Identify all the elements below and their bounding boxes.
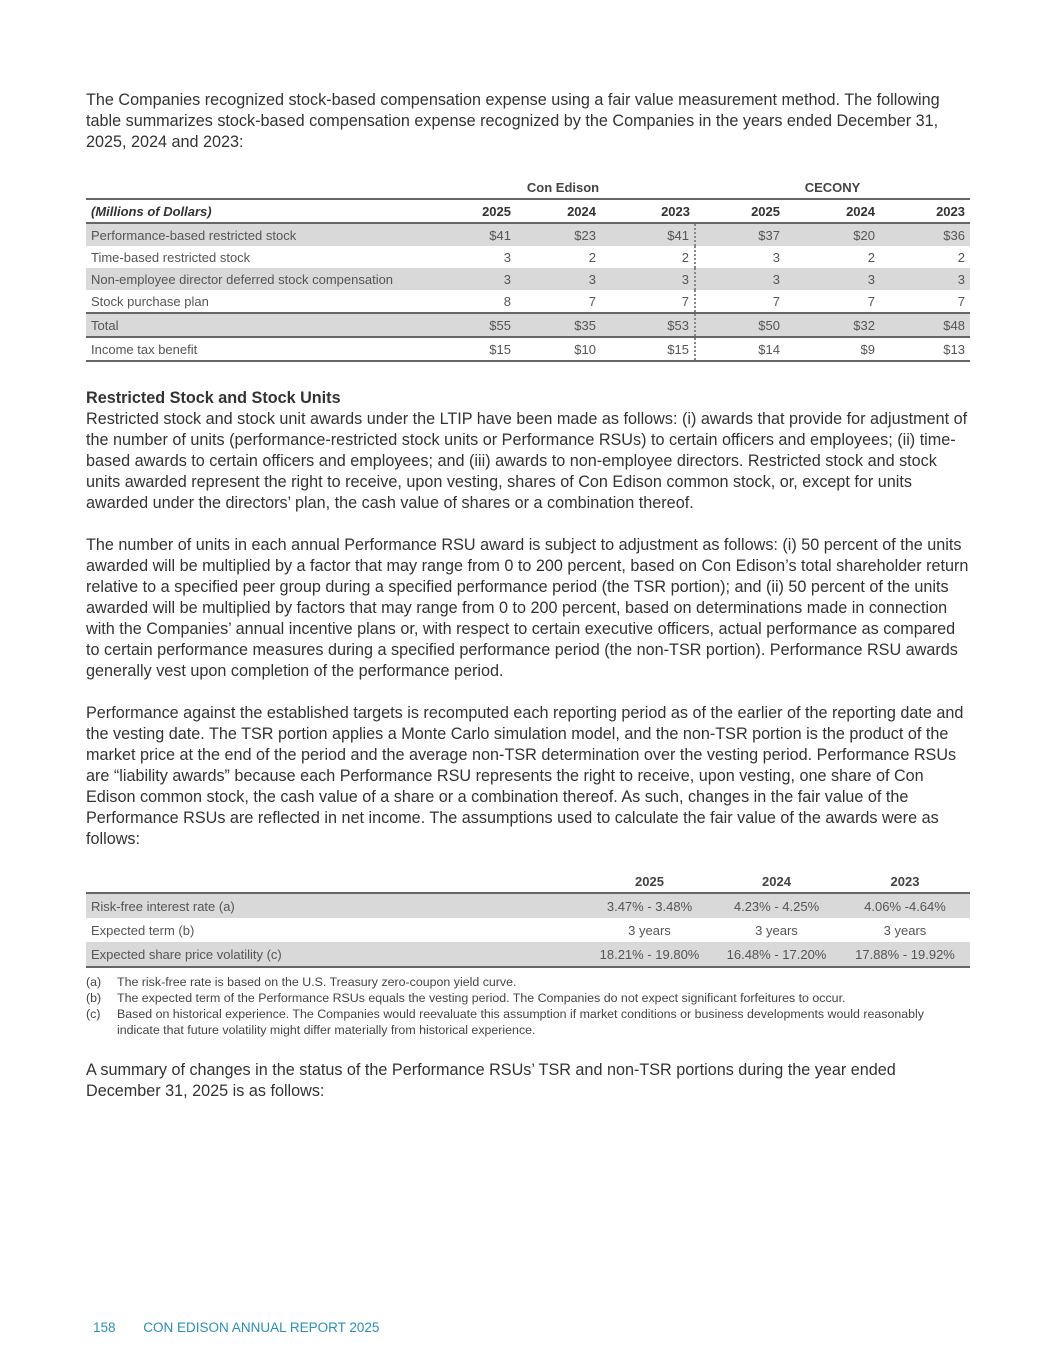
year-header: 2023 xyxy=(840,870,970,893)
year-header: 2025 xyxy=(695,199,785,223)
compensation-expense-table xyxy=(86,176,970,362)
cell: 3 xyxy=(695,268,785,290)
row-label: Income tax benefit xyxy=(86,337,431,361)
cell: 18.21% - 19.80% xyxy=(586,942,713,967)
cell: $50 xyxy=(695,313,785,337)
footnote-text: The risk-free rate is based on the U.S. Treasury zero-coupon yield curve. xyxy=(117,975,517,989)
cell: $48 xyxy=(880,313,970,337)
cell: 2 xyxy=(957,249,965,265)
year-header: 2024 xyxy=(516,199,601,223)
cell: 3 years xyxy=(883,922,927,938)
fair-value-assumptions-table xyxy=(86,870,970,968)
footnotes xyxy=(86,974,970,1038)
cell: $53 xyxy=(601,313,695,337)
row-label: Expected share price volatility (c) xyxy=(86,942,586,967)
footnote-text: The expected term of the Performance RSUs equals the vesting period. The Companies do not expect significant forfeitures to occur. xyxy=(117,991,846,1005)
cell: 3 xyxy=(880,268,970,290)
year-header: 2025 xyxy=(431,199,516,223)
cell: $10 xyxy=(516,337,601,361)
footnote xyxy=(86,990,970,1006)
row-label: Stock purchase plan xyxy=(91,293,209,309)
cell: $15 xyxy=(431,337,516,361)
cell: $13 xyxy=(880,337,970,361)
cell: $23 xyxy=(516,223,601,246)
cell: 2 xyxy=(867,249,875,265)
footnote-key: (c) xyxy=(86,1007,101,1021)
paragraph: The number of units in each annual Performance RSU award is subject to adjustment as follows: (i) 50 percent of the units awarded will be multiplied by a factor that may range from 0 to 200 percent, based on Con Edison’s total shareholder return relative to a specified peer group during a specified performance period (the TSR portion); and (ii) 50 percent of the units awarded will be multiplied by factors that may range from 0 to 200 percent, based on determinations made in connection with the Companies’ annual incentive plans or, with respect to certain executive officers, actual performance as compared to certain performance measures during a specified performance period (the non-TSR portion). Performance RSU awards generally vest upon completion of the performance period. xyxy=(86,536,969,680)
cell: $55 xyxy=(431,313,516,337)
cell: 7 xyxy=(772,293,780,309)
cell: 2 xyxy=(601,246,695,268)
cell: 7 xyxy=(601,290,695,313)
group-header-con-edison: Con Edison xyxy=(431,176,695,199)
row-label: Total xyxy=(86,313,431,337)
cell: 7 xyxy=(957,293,965,309)
cell: 16.48% - 17.20% xyxy=(713,942,840,967)
footnote-key: (b) xyxy=(86,991,102,1005)
cell: 7 xyxy=(867,293,875,309)
cell: $41 xyxy=(431,223,516,246)
units-header: (Millions of Dollars) xyxy=(86,199,431,223)
year-header: 2025 xyxy=(586,870,713,893)
cell: $36 xyxy=(880,223,970,246)
table-row xyxy=(86,290,970,313)
document-page xyxy=(86,90,970,1102)
table-row xyxy=(86,893,970,918)
cell: $15 xyxy=(601,337,695,361)
table-row xyxy=(86,337,970,361)
paragraph: Performance against the established targets is recomputed each reporting period as of the earlier of the reporting date and the vesting date. The TSR portion applies a Monte Carlo simulation model, and the non-TSR portion is the product of the market price at the end of the period and the average non-TSR determination over the vesting period. Performance RSUs are “liability awards” because each Performance RSU represents the right to receive, upon vesting, one share of Con Edison common stock, the cash value of a share or a combination thereof. As such, changes in the fair value of the Performance RSUs are reflected in net income. The assumptions used to calculate the fair value of the awards were as follows: xyxy=(86,704,964,848)
paragraph: A summary of changes in the status of the Performance RSUs’ TSR and non-TSR portions during the year ended December 31, 2025 is as follows: xyxy=(86,1061,896,1100)
row-label: Time-based restricted stock xyxy=(91,249,251,265)
year-header: 2023 xyxy=(601,199,695,223)
cell: 4.23% - 4.25% xyxy=(713,893,840,918)
intro-paragraph: The Companies recognized stock-based compensation expense using a fair value measurement method. The following table summarizes stock-based compensation expense recognized by the Companies in the years ended December 31, 2025, 2024 and 2023: xyxy=(86,91,940,151)
table-row xyxy=(86,246,970,268)
cell: 3 years xyxy=(628,922,671,938)
footnote xyxy=(86,974,970,990)
footnote-text: Based on historical experience. The Companies would reevaluate this assumption if market conditions or business developments would reasonably indicate that future volatility might differ materially from historical experience. xyxy=(117,1007,924,1037)
cell: 3.47% - 3.48% xyxy=(586,893,713,918)
cell: $41 xyxy=(601,223,695,246)
total-row xyxy=(86,313,970,337)
cell: 3 years xyxy=(755,922,798,938)
cell: $32 xyxy=(785,313,880,337)
table-row xyxy=(86,223,970,246)
table-row xyxy=(86,942,970,967)
cell: 3 xyxy=(516,268,601,290)
cell: 8 xyxy=(503,293,511,309)
cell: $35 xyxy=(516,313,601,337)
group-header-cecony: CECONY xyxy=(695,176,970,199)
report-title: CON EDISON ANNUAL REPORT 2025 xyxy=(143,1320,380,1335)
cell: 3 xyxy=(772,249,780,265)
page-footer xyxy=(93,1320,379,1335)
paragraph: Restricted stock and stock unit awards under the LTIP have been made as follows: (i) awards that provide for adjustment of the number of units (performance-restricted stock units or Performance RSUs) to certain officers and employees; (ii) time-based awards to certain officers and employees; and (iii) awards to non-employee directors. Restricted stock and stock units awarded represent the right to receive, upon vesting, shares of Con Edison common stock, or, except for units awarded under the directors’ plan, the cash value of shares or a combination thereof. xyxy=(86,410,968,512)
cell: 2 xyxy=(588,249,596,265)
cell: 3 xyxy=(785,268,880,290)
table-row xyxy=(86,918,970,942)
cell: $37 xyxy=(695,223,785,246)
cell: 3 xyxy=(503,249,511,265)
year-header: 2024 xyxy=(713,870,840,893)
year-header: 2023 xyxy=(880,199,970,223)
page-number: 158 xyxy=(93,1320,116,1335)
cell: 7 xyxy=(588,293,596,309)
cell: 3 xyxy=(431,268,516,290)
cell: 4.06% -4.64% xyxy=(840,893,970,918)
year-header: 2024 xyxy=(785,199,880,223)
section-title: Restricted Stock and Stock Units xyxy=(86,389,341,407)
footnote-key: (a) xyxy=(86,975,102,989)
row-label: Non-employee director deferred stock compensation xyxy=(86,268,431,290)
cell: $9 xyxy=(785,337,880,361)
row-label: Risk-free interest rate (a) xyxy=(86,893,586,918)
footnote xyxy=(86,1006,970,1038)
cell: 3 xyxy=(601,268,695,290)
cell: $14 xyxy=(695,337,785,361)
row-label: Performance-based restricted stock xyxy=(86,223,431,246)
cell: $20 xyxy=(785,223,880,246)
cell: 17.88% - 19.92% xyxy=(840,942,970,967)
row-label: Expected term (b) xyxy=(91,922,195,938)
table-row xyxy=(86,268,970,290)
